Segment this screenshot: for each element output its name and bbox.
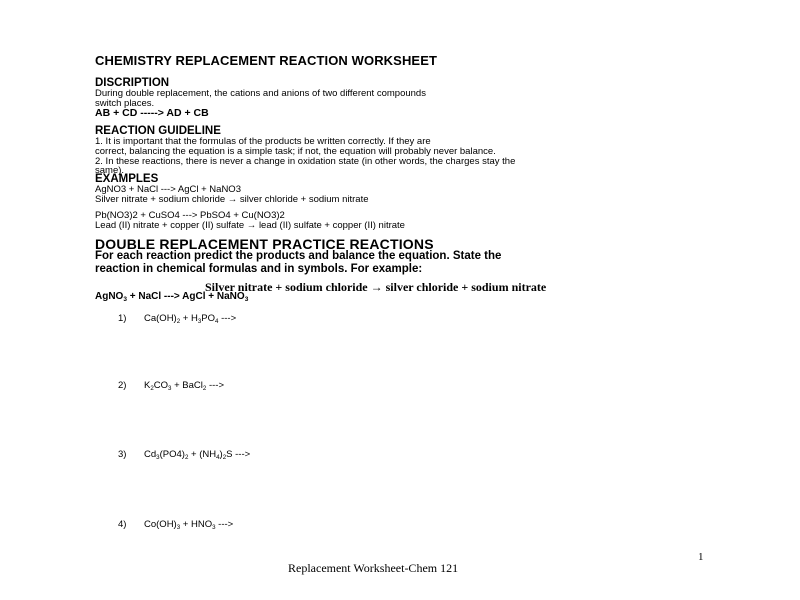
question-4: 4) $Co(OH)_3 + HNO_3$ ---> bbox=[118, 519, 234, 531]
practice-instruction-1: For each reaction predict the products and balance the equation. State the bbox=[95, 250, 502, 262]
footer-label: Replacement Worksheet-Chem 121 bbox=[288, 561, 459, 575]
guideline-line-1: 1. It is important that the formulas of the products be written correctly. If they are bbox=[95, 136, 431, 147]
example-1-formula: AgNO3 + NaCl ---> AgCl + NaNO3 bbox=[95, 184, 241, 195]
practice-heading: DOUBLE REPLACEMENT PRACTICE REACTIONS bbox=[95, 236, 434, 252]
guideline-line-4: same). bbox=[95, 165, 125, 176]
guideline-heading: REACTION GUIDELINE bbox=[95, 125, 221, 137]
example-1-words: Silver nitrate + sodium chloride → silver chloride + sodium nitrate bbox=[95, 194, 369, 205]
question-3: 3) $Cd_3(PO4)_2 + (NH_4)_2S$ ---> bbox=[118, 449, 251, 461]
practice-instruction-2: reaction in chemical formulas and in symbols. For example: bbox=[95, 263, 423, 275]
description-line-2: switch places. bbox=[95, 98, 155, 109]
worksheet-title: CHEMISTRY REPLACEMENT REACTION WORKSHEET bbox=[95, 53, 438, 68]
practice-example-formula: AgNO$_3$ + NaCl ---> AgCl + NaNO$_3$ bbox=[95, 291, 249, 303]
guideline-line-3: 2. In these reactions, there is never a change in oxidation state (in other words, the charges stay the bbox=[95, 156, 516, 167]
examples-heading: EXAMPLES bbox=[95, 173, 159, 185]
example-2-formula: Pb(NO3)2 + CuSO4 ---> PbSO4 + Cu(NO3)2 bbox=[95, 210, 285, 221]
description-heading: DISCRIPTION bbox=[95, 77, 170, 89]
question-1: 1) $Ca(OH)_2 + H_3PO_4$ ---> bbox=[118, 313, 237, 325]
description-line-1: During double replacement, the cations and anions of two different compounds bbox=[95, 88, 426, 99]
question-2: 2) $K_2CO_3$ + BaCl$_2$ ---> bbox=[118, 380, 225, 392]
page-number: 1 bbox=[698, 551, 704, 563]
practice-example-words: Silver nitrate + sodium chloride → silver chloride + sodium nitrate bbox=[205, 280, 547, 294]
example-2-words: Lead (II) nitrate + copper (II) sulfate → lead (II) sulfate + copper (II) nitrate bbox=[95, 220, 405, 231]
description-formula: AB + CD -----> AD + CB bbox=[95, 107, 209, 119]
guideline-line-2: correct, balancing the equation is a simple task; if not, the equation will probably never balance. bbox=[95, 146, 496, 157]
